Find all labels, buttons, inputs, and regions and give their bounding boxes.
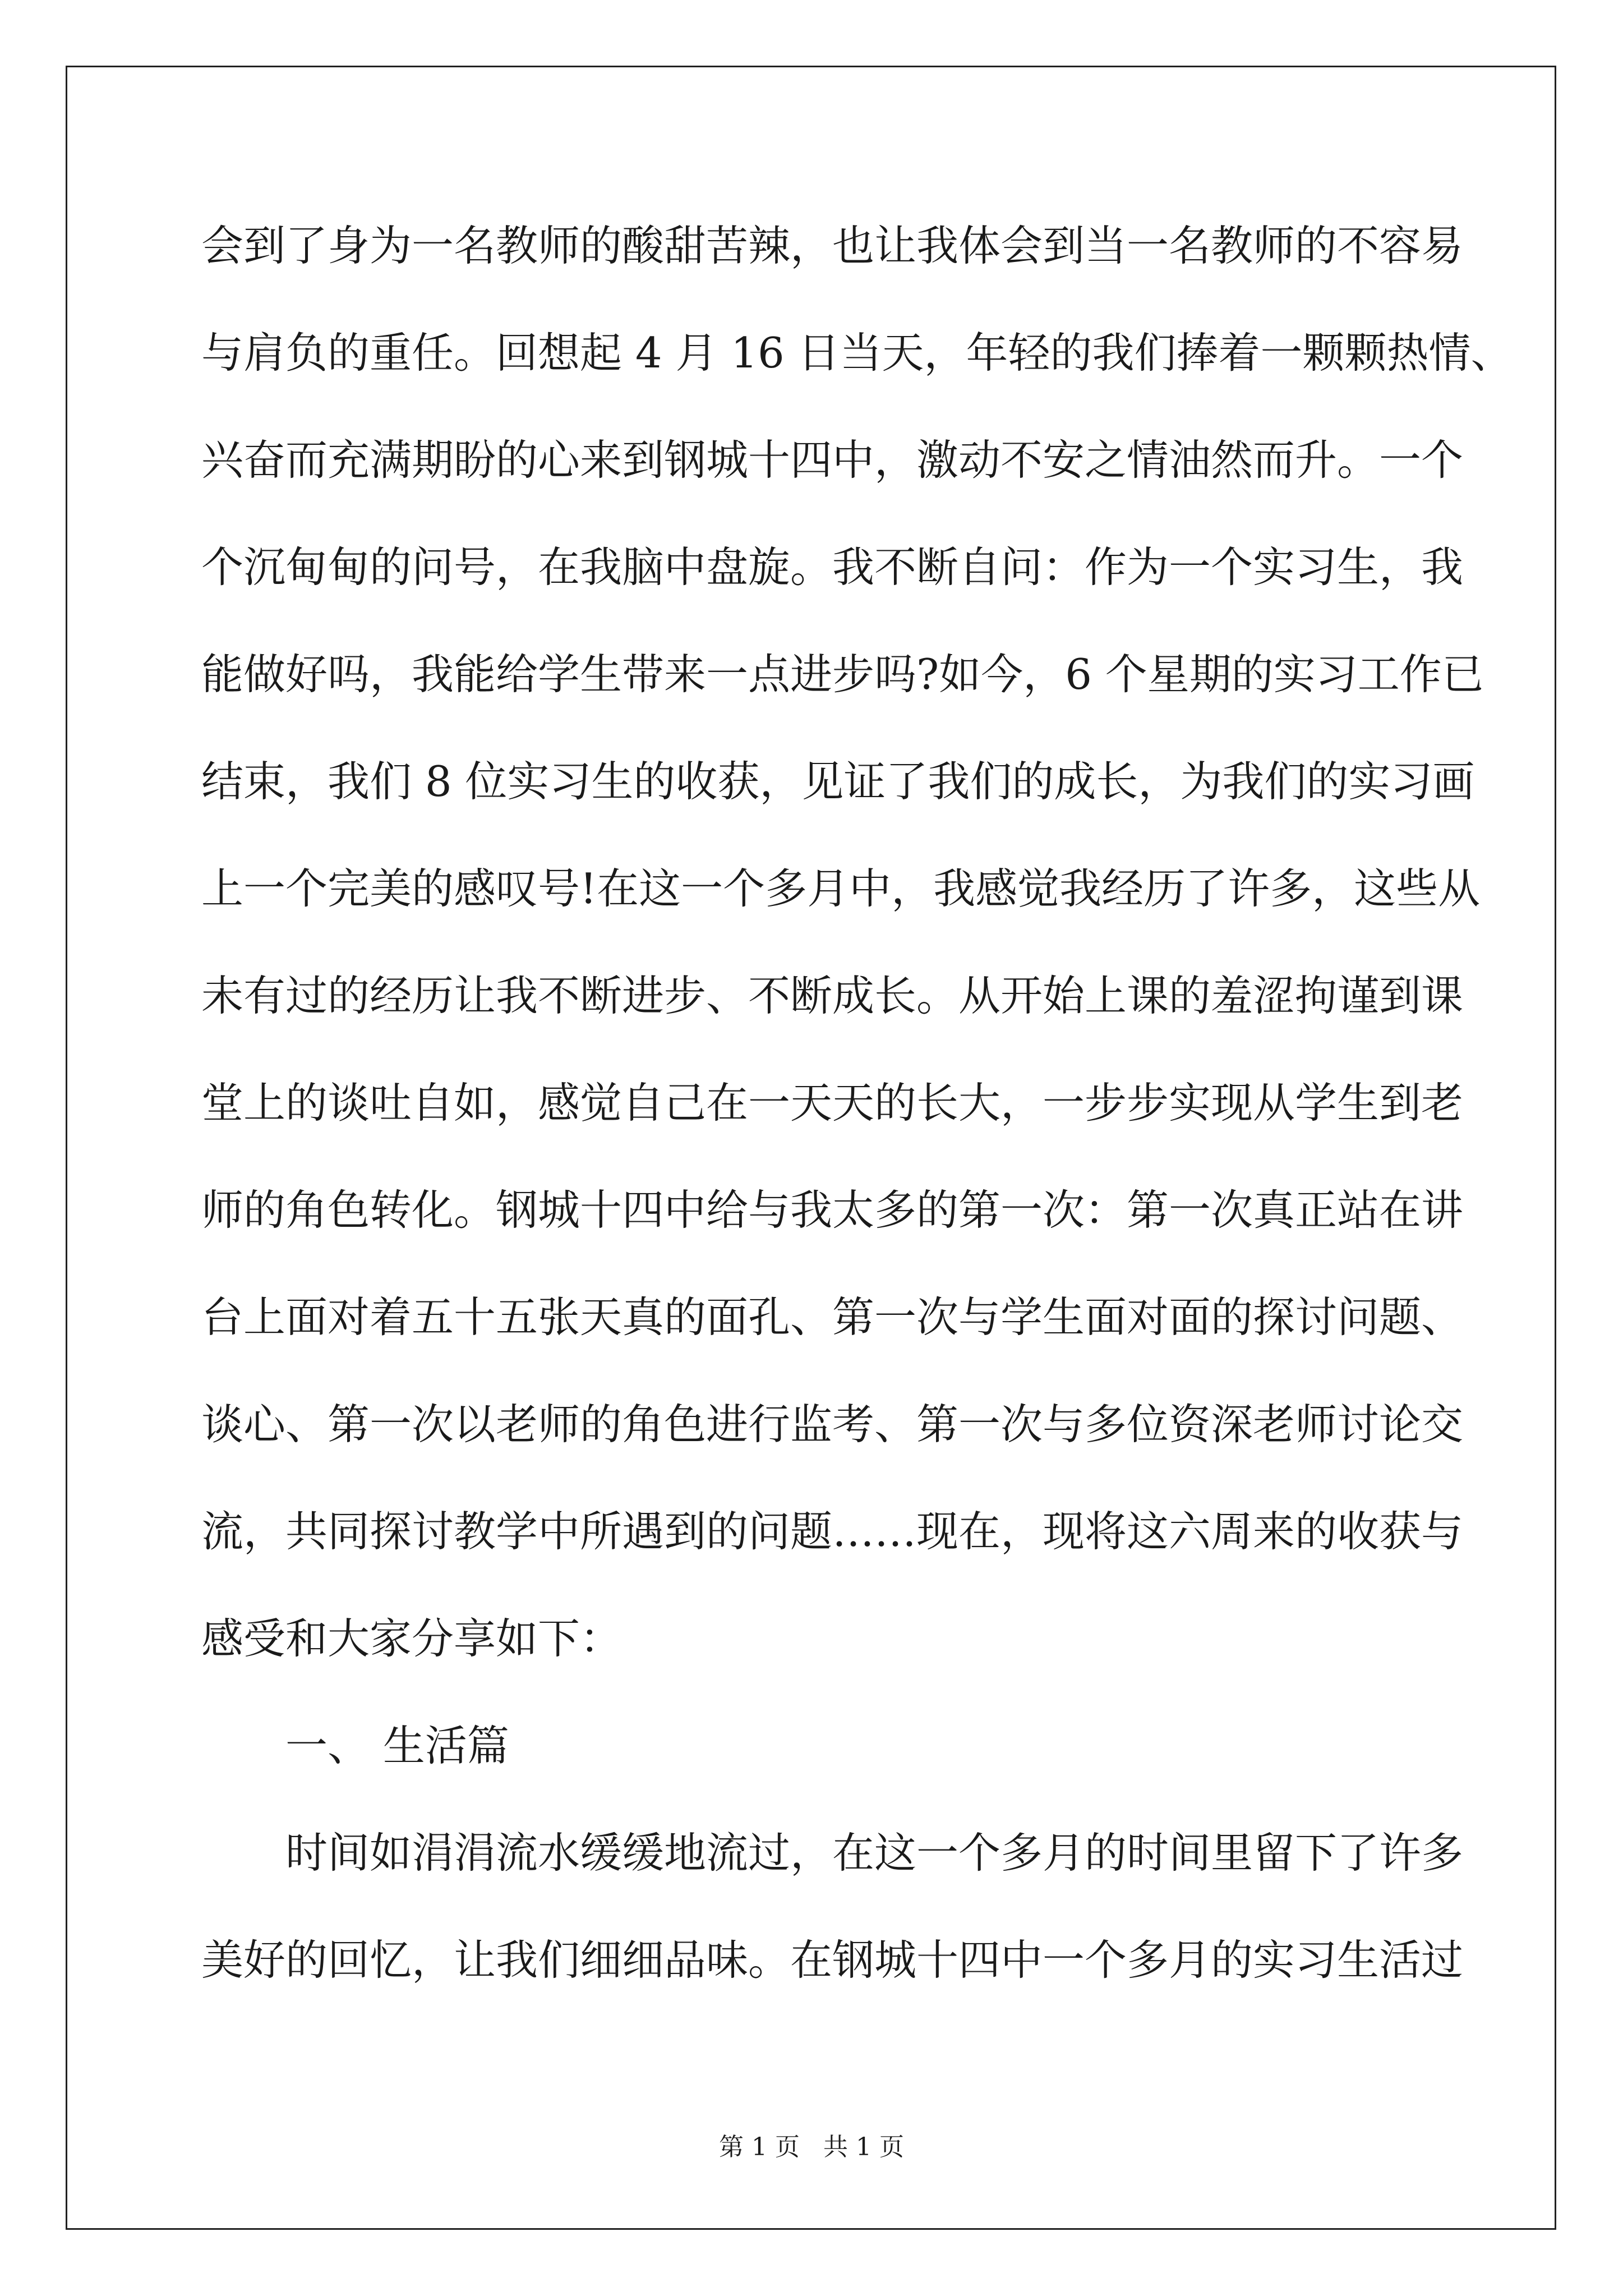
- text-line: 谈心、第一次以老师的角色进行监考、第一次与多位资深老师讨论交: [201, 1400, 1464, 1449]
- section-heading: 一、 生活篇: [285, 1721, 509, 1770]
- page-number-footer: 第 1 页 共 1 页: [719, 2133, 904, 2161]
- text-line: 能做好吗，我能给学生带来一点进步吗?如今，6 个星期的实习工作已: [201, 650, 1484, 699]
- text-line: 个沉甸甸的问号，在我脑中盘旋。我不断自问：作为一个实习生，我: [201, 542, 1464, 592]
- text-line: 上一个完美的感叹号!在这一个多月中，我感觉我经历了许多，这些从: [201, 864, 1481, 913]
- text-line: 流，共同探讨教学中所遇到的问题……现在，现将这六周来的收获与: [201, 1507, 1464, 1556]
- text-line: 感受和大家分享如下：: [201, 1614, 623, 1663]
- text-line: 未有过的经历让我不断进步、不断成长。从开始上课的羞涩拘谨到课: [201, 971, 1464, 1020]
- text-line: 与肩负的重任。回想起 4 月 16 日当天，年轻的我们捧着一颗颗热情、: [201, 328, 1513, 378]
- text-line: 会到了身为一名教师的酸甜苦辣，也让我体会到当一名教师的不容易: [201, 221, 1464, 270]
- text-line: 美好的回忆，让我们细细品味。在钢城十四中一个多月的实习生活过: [201, 1935, 1464, 1985]
- text-line: 时间如涓涓流水缓缓地流过，在这一个多月的时间里留下了许多: [285, 1828, 1464, 1878]
- text-line: 师的角色转化。钢城十四中给与我太多的第一次：第一次真正站在讲: [201, 1185, 1464, 1235]
- text-line: 结束，我们 8 位实习生的收获，见证了我们的成长，为我们的实习画: [201, 757, 1475, 806]
- text-line: 堂上的谈吐自如，感觉自己在一天天的长大，一步步实现从学生到老: [201, 1078, 1464, 1128]
- text-line: 兴奋而充满期盼的心来到钢城十四中，激动不安之情油然而升。一个: [201, 435, 1464, 485]
- text-line: 台上面对着五十五张天真的面孔、第一次与学生面对面的探讨问题、: [201, 1292, 1464, 1342]
- document-body: [201, 212, 1513, 2033]
